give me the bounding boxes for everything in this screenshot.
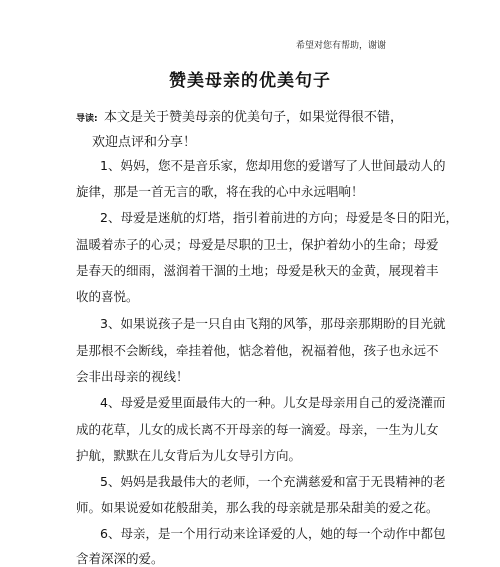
intro-label: 导读:: [76, 114, 98, 124]
intro-text-line-2: 欢迎点评和分享！: [92, 135, 197, 150]
paragraph-line: 师。如果说爱如花般甜美，那么我的母亲就是那朵甜美的爱之花。: [76, 500, 439, 515]
paragraph-line: 4、母爱是爱里面最伟大的一种。儿女是母亲用自己的爱浇灌而: [100, 395, 446, 410]
paragraph-line: 2、母爱是迷航的灯塔，指引着前进的方向；母爱是冬日的阳光，: [100, 210, 458, 225]
paragraph-line: 成的花草，儿女的成长离不开母亲的每一滴爱。母亲，一生为儿女: [76, 422, 439, 437]
paragraph-line: 护航，默默在儿女背后为儿女导引方向。: [76, 448, 302, 463]
paragraph-line: 是那根不会断线，牵挂着他，惦念着他，祝福着他，孩子也永远不: [76, 343, 439, 358]
paragraph-line: 5、妈妈是我最伟大的老师，一个充满慈爱和富于无畏精神的老: [100, 474, 446, 489]
paragraph-line: 是春天的细雨，滋润着干涸的土地；母爱是秋天的金黄，展现着丰: [76, 263, 439, 278]
paragraph-line: 1、妈妈，您不是音乐家，您却用您的爱谱写了人世间最动人的: [100, 158, 446, 173]
paragraph-line: 温暖着赤子的心灵；母爱是尽职的卫士，保护着幼小的生命；母爱: [76, 237, 439, 252]
intro-text-line-1: 本文是关于赞美母亲的优美句子，如果觉得很不错，: [104, 110, 404, 125]
paragraph-line: 旋律，那是一首无言的歌，将在我的心中永远唱响！: [76, 184, 364, 199]
paragraph-line: 3、如果说孩子是一只自由飞翔的风筝，那母亲那期盼的目光就: [100, 316, 446, 331]
paragraph-line: 收的喜悦。: [76, 289, 139, 304]
paragraph-line: 6、母亲，是一个用行动来诠译爱的人，她的每一个动作中都包: [100, 526, 446, 541]
header-note: 希望对您有帮助，谢谢: [296, 41, 387, 51]
paragraph-line: 会非出母亲的视线！: [76, 369, 189, 384]
paragraph-line: 含着深深的爱。: [76, 551, 164, 566]
page-title: 赞美母亲的优美句子: [169, 71, 331, 91]
